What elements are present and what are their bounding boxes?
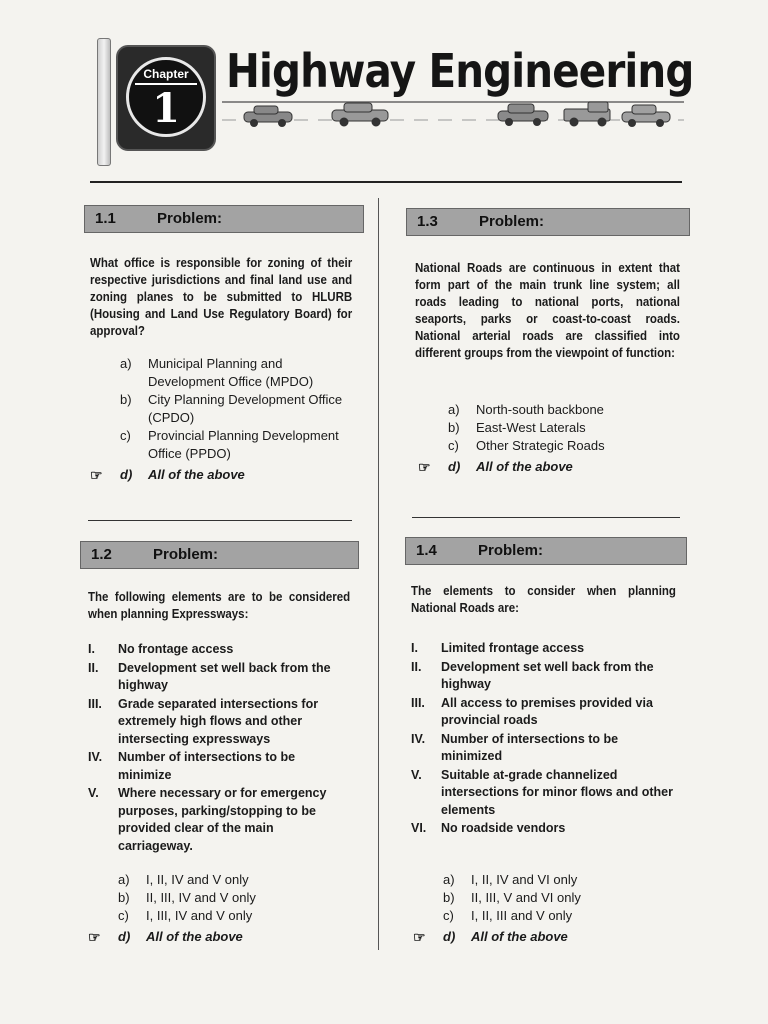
list-item: IV. Number of intersections to be minimize <box>88 750 296 782</box>
list-item: V. Where necessary or for emergency purposes, parking/stopping to be provided clear of the main carriageway. <box>88 786 327 853</box>
option-d-answer: ☞ d) All of the above <box>413 929 568 945</box>
option-d-answer: ☞ d) All of the above <box>418 459 573 475</box>
list-item: IV. Number of intersections to be minimized <box>411 731 619 763</box>
list-item: III. Grade separated intersections for extremely high flows and other intersecting expressways <box>88 696 319 746</box>
truck-icon <box>564 102 610 126</box>
problem-1-4-question: The elements to consider when planning National Roads are: <box>411 584 676 615</box>
list-item: II. Development set well back from the highway <box>88 660 331 692</box>
section-separator <box>88 520 352 521</box>
problem-1-1-options <box>90 355 352 484</box>
problem-1-4-header <box>405 537 687 565</box>
car-icon <box>244 106 292 127</box>
option-a: a) Municipal Planning and Development Office (MPDO) <box>120 356 314 389</box>
option-c: c) I, II, III and V only <box>443 908 573 923</box>
list-item: VI. No roadside vendors <box>411 821 566 835</box>
problem-label: Problem: <box>157 210 223 227</box>
pointing-hand-icon: ☞ <box>413 929 426 945</box>
section-separator <box>412 517 680 518</box>
car-icon <box>332 103 388 126</box>
problem-1-4-options <box>413 871 673 946</box>
pointing-hand-icon: ☞ <box>418 459 431 475</box>
road-cars-illustration <box>222 98 684 128</box>
option-b: b) City Planning Development Office (CPDO) <box>120 392 343 425</box>
option-d-answer: ☞ d) All of the above <box>88 929 243 945</box>
car-icon <box>622 105 670 127</box>
problem-1-2-options <box>88 871 348 946</box>
car-icon <box>498 104 548 126</box>
pointing-hand-icon: ☞ <box>88 929 101 945</box>
signpost-pole <box>97 38 111 166</box>
list-item: V. Suitable at-grade channelized intersections for minor flows and other elements <box>411 767 673 817</box>
list-item: I. Limited frontage access <box>411 641 585 655</box>
problem-1-3-header <box>406 208 690 236</box>
problem-1-2-items <box>88 641 348 856</box>
option-b: b) II, III, IV and V only <box>118 890 256 905</box>
pointing-hand-icon: ☞ <box>90 467 103 483</box>
option-b: b) II, III, V and VI only <box>443 890 581 905</box>
option-c: c) Other Strategic Roads <box>448 438 605 453</box>
problem-number: 1.2 <box>91 546 112 563</box>
problem-label: Problem: <box>478 542 544 559</box>
problem-1-1-header <box>84 205 364 233</box>
problem-1-3-options <box>418 401 678 476</box>
option-c: c) I, III, IV and V only <box>118 908 253 923</box>
problem-label: Problem: <box>153 546 219 563</box>
problem-number: 1.1 <box>95 210 116 227</box>
header-rule <box>90 181 682 183</box>
option-a: a) North-south backbone <box>448 402 604 417</box>
problem-1-4-items <box>411 640 677 839</box>
list-item: III. All access to premises provided via provincial roads <box>411 695 653 727</box>
chapter-badge <box>116 45 216 151</box>
problem-1-3-question: National Roads are continuous in extent that form part of the main trunk line system; all roads leading to national ports, national seaports, parks or coast-to-coast roads. National arterial roads are classified into different groups from the viewpoint of function: <box>415 261 680 360</box>
problem-number: 1.4 <box>416 542 437 559</box>
problem-1-2-question: The following elements are to be considered when planning Expressways: <box>88 590 351 621</box>
column-divider <box>378 198 379 950</box>
option-b: b) East-West Laterals <box>448 420 586 435</box>
chapter-word: Chapter <box>143 67 189 81</box>
option-c: c) Provincial Planning Development Office (PPDO) <box>120 428 339 461</box>
list-item: I. No frontage access <box>88 642 234 656</box>
chapter-title: Highway Engineering <box>226 44 694 98</box>
problem-1-1-question: What office is responsible for zoning of their respective jurisdictions and final land use and zoning planes to be submitted to HLURB (Housing and Land Use Regulatory Board) for approval? <box>90 256 353 338</box>
problem-label: Problem: <box>479 213 545 230</box>
chapter-number: 1 <box>152 85 180 132</box>
option-d-answer: ☞ d) All of the above <box>90 467 245 483</box>
list-item: II. Development set well back from the highway <box>411 659 654 691</box>
option-a: a) I, II, IV and VI only <box>443 872 578 887</box>
problem-number: 1.3 <box>417 213 438 230</box>
problem-1-2-header <box>80 541 359 569</box>
option-a: a) I, II, IV and V only <box>118 872 249 887</box>
